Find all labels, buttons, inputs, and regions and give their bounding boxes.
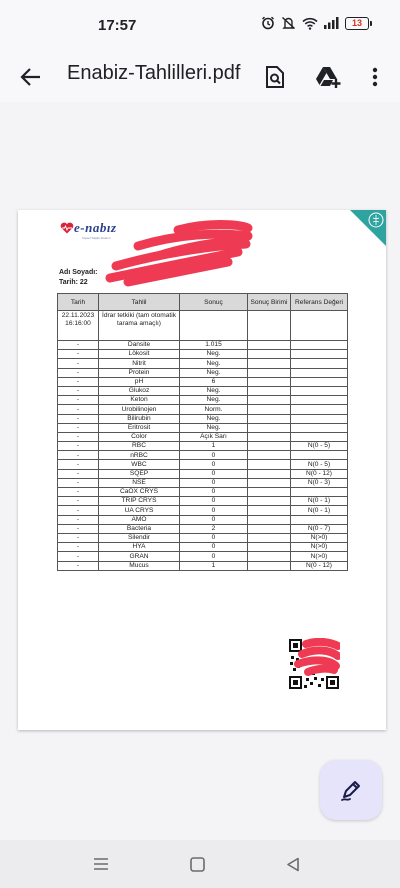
table-row	[58, 414, 348, 423]
cell-date: -	[58, 515, 99, 524]
system-nav-bar	[0, 840, 400, 888]
table-row	[58, 497, 348, 506]
logo-text: e-nabız	[74, 220, 117, 235]
cell-unit	[248, 350, 291, 359]
cell-test: Lökosit	[99, 350, 180, 359]
header-date: Tarih	[58, 294, 99, 311]
cell-result: 0	[180, 497, 248, 506]
header-result: Sonuç	[180, 294, 248, 311]
battery-icon	[345, 17, 372, 30]
wifi-icon	[302, 17, 318, 30]
cell-unit	[248, 524, 291, 533]
cell-reference	[291, 311, 348, 341]
file-title: Enabiz-Tahlilleri.pdf	[67, 62, 241, 84]
table-row	[58, 396, 348, 405]
search-document-button[interactable]	[259, 61, 291, 93]
cell-reference: N(0 - 1)	[291, 497, 348, 506]
cell-date: -	[58, 442, 99, 451]
cell-test: UA CRYS	[99, 506, 180, 515]
table-row	[58, 524, 348, 533]
cell-result: 6	[180, 377, 248, 386]
cell-date: -	[58, 497, 99, 506]
table-row	[58, 377, 348, 386]
cell-result: 0	[180, 469, 248, 478]
cell-unit	[248, 414, 291, 423]
cell-unit	[248, 432, 291, 441]
cell-result: Neg.	[180, 423, 248, 432]
cell-result: Norm.	[180, 405, 248, 414]
cell-date: -	[58, 524, 99, 533]
home-button[interactable]	[187, 854, 207, 874]
cell-date: -	[58, 368, 99, 377]
cell-result: 1.015	[180, 341, 248, 350]
back-triangle-icon	[286, 857, 300, 872]
cell-result: Neg.	[180, 368, 248, 377]
cell-result: Neg.	[180, 386, 248, 395]
cell-date: -	[58, 552, 99, 561]
table-row	[58, 451, 348, 460]
patient-info	[59, 268, 98, 288]
cell-date: -	[58, 506, 99, 515]
cell-date: -	[58, 469, 99, 478]
name-label: Adı Soyadı:	[59, 269, 98, 276]
table-row	[58, 442, 348, 451]
cell-reference	[291, 377, 348, 386]
table-row	[58, 533, 348, 542]
table-row	[58, 386, 348, 395]
cell-reference	[291, 386, 348, 395]
recents-button[interactable]	[91, 854, 111, 874]
results-table	[57, 293, 348, 571]
cell-result: 1	[180, 442, 248, 451]
cell-test: WBC	[99, 460, 180, 469]
cell-reference: N(>0)	[291, 552, 348, 561]
mute-icon	[281, 16, 296, 30]
cell-unit	[248, 543, 291, 552]
cell-result: Neg.	[180, 350, 248, 359]
table-row	[58, 506, 348, 515]
cell-unit	[248, 368, 291, 377]
cell-reference: N(0 - 5)	[291, 442, 348, 451]
cell-reference	[291, 341, 348, 350]
cell-unit	[248, 377, 291, 386]
cell-test: HYA	[99, 543, 180, 552]
cell-date: -	[58, 543, 99, 552]
cell-result: 2	[180, 524, 248, 533]
cell-test: Urobilinojen	[99, 405, 180, 414]
table-row	[58, 552, 348, 561]
cell-reference: N(0 - 12)	[291, 561, 348, 570]
cell-result: 0	[180, 543, 248, 552]
table-row	[58, 311, 348, 341]
app-bar	[0, 52, 400, 102]
drive-add-button[interactable]	[312, 61, 344, 93]
date-value: 22	[79, 279, 88, 286]
cell-date: -	[58, 432, 99, 441]
cell-reference	[291, 488, 348, 497]
table-row	[58, 478, 348, 487]
cell-unit	[248, 451, 291, 460]
back-nav-button[interactable]	[283, 854, 303, 874]
cell-reference: N(0 - 7)	[291, 524, 348, 533]
cell-unit	[248, 533, 291, 542]
cell-result: 0	[180, 460, 248, 469]
table-row	[58, 423, 348, 432]
logo-subtitle: Kişisel Sağlık Sistemi	[82, 236, 111, 240]
cell-test: Bacteria	[99, 524, 180, 533]
cell-test: SQEP	[99, 469, 180, 478]
cell-unit	[248, 488, 291, 497]
cell-reference: N(0 - 1)	[291, 506, 348, 515]
status-bar	[0, 0, 400, 52]
back-button[interactable]	[16, 62, 46, 92]
cell-date: -	[58, 405, 99, 414]
pdf-page[interactable]	[18, 210, 386, 730]
cell-reference	[291, 350, 348, 359]
cell-reference: N(0 - 5)	[291, 460, 348, 469]
cell-test: AMO	[99, 515, 180, 524]
cell-date: -	[58, 478, 99, 487]
table-row	[58, 405, 348, 414]
cell-reference: N(0 - 12)	[291, 469, 348, 478]
cell-reference: N(>0)	[291, 543, 348, 552]
cell-date: -	[58, 377, 99, 386]
cell-test: Nitrit	[99, 359, 180, 368]
cell-test: TRIP CRYS	[99, 497, 180, 506]
search-document-icon	[264, 65, 286, 89]
cell-unit	[248, 423, 291, 432]
cell-result: Neg.	[180, 359, 248, 368]
table-row	[58, 368, 348, 377]
cell-result: 0	[180, 506, 248, 515]
cell-reference	[291, 451, 348, 460]
more-options-button[interactable]	[359, 61, 391, 93]
cell-unit	[248, 469, 291, 478]
cell-result: 0	[180, 451, 248, 460]
cell-unit	[248, 506, 291, 515]
cell-test: Color	[99, 432, 180, 441]
cell-result: 0	[180, 533, 248, 542]
qr-code	[288, 638, 340, 690]
cell-date: -	[58, 451, 99, 460]
cell-test: Dansite	[99, 341, 180, 350]
more-vert-icon	[372, 67, 378, 87]
cell-reference	[291, 423, 348, 432]
cell-test: GRAN	[99, 552, 180, 561]
menu-lines-icon	[93, 857, 109, 871]
status-icons	[261, 16, 372, 30]
cell-test: Keton	[99, 396, 180, 405]
cell-result: 0	[180, 488, 248, 497]
cell-date: 22.11.2023 16:16:00	[58, 311, 99, 341]
cell-result: 0	[180, 552, 248, 561]
table-row	[58, 561, 348, 570]
cell-reference: N(0 - 3)	[291, 478, 348, 487]
cell-reference	[291, 414, 348, 423]
cell-test: Protein	[99, 368, 180, 377]
header-test: Tahlil	[99, 294, 180, 311]
battery-level: 13	[351, 17, 362, 28]
cell-reference	[291, 432, 348, 441]
table-row	[58, 432, 348, 441]
cell-test: CaOX CRYS	[99, 488, 180, 497]
heart-logo-icon	[60, 222, 74, 234]
header-reference: Referans Değeri	[291, 294, 348, 311]
cell-test: İdrar tetkiki (tam otomatik tarama amaçlı)	[99, 311, 180, 341]
home-square-icon	[190, 857, 205, 872]
table-row	[58, 460, 348, 469]
date-label: Tarih:	[59, 279, 78, 286]
cell-reference	[291, 368, 348, 377]
edit-pen-icon	[339, 778, 363, 802]
table-row	[58, 350, 348, 359]
cell-test: nRBC	[99, 451, 180, 460]
table-row	[58, 515, 348, 524]
cell-test: pH	[99, 377, 180, 386]
cell-test: Mucus	[99, 561, 180, 570]
cell-unit	[248, 460, 291, 469]
cell-date: -	[58, 386, 99, 395]
cell-unit	[248, 497, 291, 506]
cell-unit	[248, 405, 291, 414]
cell-unit	[248, 561, 291, 570]
cell-result: 1	[180, 561, 248, 570]
alarm-icon	[261, 16, 275, 30]
cell-test: Glukoz	[99, 386, 180, 395]
header-unit: Sonuç Birimi	[248, 294, 291, 311]
cell-unit	[248, 442, 291, 451]
cell-reference	[291, 515, 348, 524]
ministry-corner-emblem	[350, 210, 386, 246]
cell-reference	[291, 359, 348, 368]
cell-date: -	[58, 533, 99, 542]
table-row	[58, 469, 348, 478]
cell-result: 0	[180, 515, 248, 524]
table-header-row	[58, 294, 348, 311]
cell-date: -	[58, 414, 99, 423]
table-row	[58, 359, 348, 368]
cell-unit	[248, 386, 291, 395]
cell-test: RBC	[99, 442, 180, 451]
signal-icon	[324, 17, 339, 29]
cell-reference: N(>0)	[291, 533, 348, 542]
cell-unit	[248, 341, 291, 350]
cell-unit	[248, 552, 291, 561]
drive-add-icon	[315, 65, 341, 89]
cell-unit	[248, 311, 291, 341]
table-row	[58, 488, 348, 497]
cell-result: 0	[180, 478, 248, 487]
cell-result: Açık Sarı	[180, 432, 248, 441]
cell-date: -	[58, 350, 99, 359]
cell-reference	[291, 405, 348, 414]
cell-test: Eritrosit	[99, 423, 180, 432]
cell-date: -	[58, 423, 99, 432]
status-time: 17:57	[98, 17, 137, 34]
cell-result: Neg.	[180, 414, 248, 423]
cell-date: -	[58, 561, 99, 570]
cell-date: -	[58, 488, 99, 497]
cell-reference	[291, 396, 348, 405]
cell-date: -	[58, 460, 99, 469]
redaction-scribble	[98, 216, 258, 290]
cell-unit	[248, 396, 291, 405]
cell-date: -	[58, 359, 99, 368]
cell-test: NSE	[99, 478, 180, 487]
edit-fab-button[interactable]	[320, 760, 382, 820]
cell-test: Bilirubin	[99, 414, 180, 423]
table-row	[58, 341, 348, 350]
cell-test: Silendir	[99, 533, 180, 542]
cell-result	[180, 311, 248, 341]
cell-date: -	[58, 341, 99, 350]
date-line	[59, 278, 98, 288]
cell-date: -	[58, 396, 99, 405]
cell-unit	[248, 359, 291, 368]
cell-result: Neg.	[180, 396, 248, 405]
cell-unit	[248, 478, 291, 487]
arrow-back-icon	[20, 66, 42, 88]
cell-unit	[248, 515, 291, 524]
table-row	[58, 543, 348, 552]
